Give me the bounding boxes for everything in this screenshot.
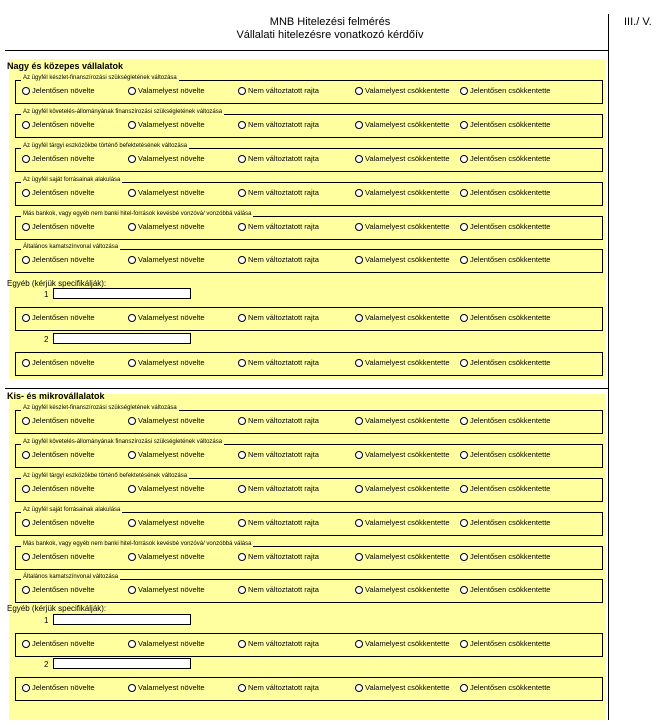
radio-option[interactable] [355, 222, 450, 232]
radio-button[interactable] [22, 451, 30, 459]
radio-option[interactable] [460, 358, 550, 368]
radio-button[interactable] [22, 417, 30, 425]
other-specify-input[interactable] [53, 614, 191, 625]
radio-option[interactable] [22, 518, 95, 528]
radio-option[interactable] [238, 585, 319, 595]
radio-option[interactable] [128, 154, 205, 164]
radio-option[interactable] [22, 552, 95, 562]
radio-option[interactable] [128, 416, 205, 426]
radio-button[interactable] [238, 121, 246, 129]
radio-option-label: Valamelyest csökkentette [365, 450, 450, 459]
radio-button[interactable] [238, 189, 246, 197]
radio-option[interactable] [238, 313, 319, 323]
question-group [15, 244, 603, 273]
radio-option[interactable] [238, 358, 319, 368]
radio-option-label: Jelentősen növelte [32, 484, 95, 493]
radio-option-label: Valamelyest csökkentette [365, 518, 450, 527]
radio-button[interactable] [460, 417, 468, 425]
right-border-line [608, 14, 609, 720]
other-question-group [15, 677, 603, 701]
radio-option-label: Valamelyest növelte [138, 552, 205, 561]
radio-option-label: Valamelyest növelte [138, 585, 205, 594]
radio-option-label: Valamelyest növelte [138, 188, 205, 197]
radio-option-label: Jelentősen csökkentette [470, 188, 551, 197]
radio-option-label: Jelentősen csökkentette [470, 450, 551, 459]
radio-option-label: Valamelyest csökkentette [365, 585, 450, 594]
radio-option-label: Jelentősen növelte [32, 639, 95, 648]
question-label: Más bankok, vagy egyéb nem banki hitel-források kevésbé vonzóvá/ vonzóbbá válása [23, 211, 252, 217]
radio-option[interactable] [238, 188, 319, 198]
question-group [15, 541, 603, 570]
question-label: Általános kamatszínvonal változása [23, 244, 119, 250]
radio-option[interactable] [238, 416, 319, 426]
radio-option-label: Valamelyest növelte [138, 416, 205, 425]
page-number: III./ V. [624, 16, 652, 28]
radio-option[interactable] [460, 313, 550, 323]
radio-button[interactable] [22, 189, 30, 197]
radio-option-label: Jelentősen csökkentette [470, 484, 551, 493]
radio-option[interactable] [460, 518, 550, 528]
other-item-number: 1 [44, 616, 49, 625]
radio-option[interactable] [128, 255, 205, 265]
radio-option-label: Nem változtatott rajta [248, 683, 319, 692]
radio-option-label: Jelentősen csökkentette [470, 313, 551, 322]
radio-option-label: Jelentősen csökkentette [470, 552, 551, 561]
radio-option-label: Jelentősen növelte [32, 255, 95, 264]
radio-option-label: Jelentősen csökkentette [470, 86, 551, 95]
question-label: Más bankok, vagy egyéb nem banki hitel-források kevésbé vonzóvá/ vonzóbbá válása [23, 541, 252, 547]
radio-button[interactable] [22, 87, 30, 95]
radio-option-label: Nem változtatott rajta [248, 416, 319, 425]
radio-option-label: Nem változtatott rajta [248, 120, 319, 129]
radio-button[interactable] [22, 485, 30, 493]
radio-button[interactable] [22, 684, 30, 692]
radio-option[interactable] [128, 484, 205, 494]
section-title: Kis- és mikrovállalatok [7, 391, 105, 401]
radio-option-label: Valamelyest növelte [138, 154, 205, 163]
radio-button[interactable] [238, 485, 246, 493]
radio-option-label: Valamelyest csökkentette [365, 416, 450, 425]
radio-button[interactable] [238, 451, 246, 459]
question-group [15, 507, 603, 536]
radio-button[interactable] [128, 485, 136, 493]
radio-button[interactable] [460, 314, 468, 322]
radio-button[interactable] [22, 586, 30, 594]
question-label: Az ügyfél tárgyi eszközökbe történő befektetésének változása [23, 143, 188, 149]
radio-button[interactable] [355, 519, 363, 527]
radio-option[interactable] [238, 255, 319, 265]
radio-button[interactable] [460, 519, 468, 527]
other-question-group [15, 633, 603, 657]
question-label: Az ügyfél saját forrásainak alakulása [23, 177, 121, 183]
radio-button[interactable] [238, 553, 246, 561]
radio-option[interactable] [238, 86, 319, 96]
radio-button[interactable] [238, 223, 246, 231]
radio-option-label: Jelentősen növelte [32, 450, 95, 459]
radio-button[interactable] [355, 223, 363, 231]
other-item-number: 2 [44, 660, 49, 669]
radio-option-label: Jelentősen növelte [32, 585, 95, 594]
radio-option-label: Valamelyest csökkentette [365, 188, 450, 197]
radio-option[interactable] [22, 255, 95, 265]
radio-option[interactable] [128, 120, 205, 130]
radio-option[interactable] [22, 683, 95, 693]
radio-button[interactable] [128, 417, 136, 425]
radio-option[interactable] [22, 416, 95, 426]
radio-option[interactable] [128, 86, 205, 96]
section-title: Nagy és közepes vállalatok [7, 61, 124, 71]
radio-option-label: Valamelyest csökkentette [365, 313, 450, 322]
radio-option-label: Jelentősen csökkentette [470, 154, 551, 163]
radio-option-label: Nem változtatott rajta [248, 484, 319, 493]
question-group [15, 211, 603, 240]
radio-option-label: Valamelyest csökkentette [365, 552, 450, 561]
radio-option-label: Nem változtatott rajta [248, 585, 319, 594]
radio-option[interactable] [128, 585, 205, 595]
question-group [15, 109, 603, 138]
form-subtitle: Vállalati hitelezésre vonatkozó kérdőív [236, 29, 424, 41]
question-group [15, 75, 603, 104]
radio-button[interactable] [128, 451, 136, 459]
question-group [15, 439, 603, 468]
radio-option[interactable] [238, 484, 319, 494]
radio-option-label: Nem változtatott rajta [248, 86, 319, 95]
radio-option[interactable] [460, 154, 550, 164]
radio-option-label: Valamelyest növelte [138, 120, 205, 129]
radio-option-label: Jelentősen növelte [32, 120, 95, 129]
header-divider [5, 50, 609, 51]
radio-button[interactable] [128, 87, 136, 95]
radio-option-label: Valamelyest csökkentette [365, 222, 450, 231]
radio-button[interactable] [355, 87, 363, 95]
radio-button[interactable] [128, 314, 136, 322]
radio-option-label: Nem változtatott rajta [248, 358, 319, 367]
radio-option-label: Nem változtatott rajta [248, 450, 319, 459]
radio-option-label: Jelentősen csökkentette [470, 585, 551, 594]
radio-option[interactable] [238, 222, 319, 232]
radio-button[interactable] [128, 684, 136, 692]
radio-option[interactable] [128, 313, 205, 323]
radio-button[interactable] [22, 121, 30, 129]
question-group [15, 473, 603, 502]
section-divider [5, 388, 609, 389]
question-label: Az ügyfél követelés-állományának finanszírozási szükségletének változása [23, 439, 223, 445]
radio-option-label: Nem változtatott rajta [248, 518, 319, 527]
question-group [15, 574, 603, 603]
radio-option[interactable] [128, 683, 205, 693]
radio-option-label: Valamelyest csökkentette [365, 86, 450, 95]
radio-button[interactable] [238, 684, 246, 692]
radio-button[interactable] [460, 155, 468, 163]
radio-button[interactable] [355, 485, 363, 493]
radio-button[interactable] [355, 256, 363, 264]
radio-button[interactable] [460, 451, 468, 459]
radio-button[interactable] [22, 359, 30, 367]
radio-option-label: Jelentősen növelte [32, 86, 95, 95]
radio-option[interactable] [355, 552, 450, 562]
radio-option[interactable] [22, 313, 95, 323]
radio-option-label: Valamelyest növelte [138, 518, 205, 527]
radio-option-label: Jelentősen növelte [32, 358, 95, 367]
radio-option[interactable] [355, 450, 450, 460]
radio-option[interactable] [355, 416, 450, 426]
other-item-number: 2 [44, 335, 49, 344]
radio-button[interactable] [355, 189, 363, 197]
radio-option-label: Nem változtatott rajta [248, 222, 319, 231]
radio-option-label: Valamelyest növelte [138, 683, 205, 692]
radio-option-label: Jelentősen növelte [32, 222, 95, 231]
radio-button[interactable] [460, 640, 468, 648]
radio-button[interactable] [355, 553, 363, 561]
radio-option-label: Nem változtatott rajta [248, 639, 319, 648]
radio-option[interactable] [22, 585, 95, 595]
radio-option[interactable] [22, 188, 95, 198]
radio-button[interactable] [238, 519, 246, 527]
question-group [15, 143, 603, 172]
radio-option[interactable] [22, 639, 95, 649]
radio-option[interactable] [128, 358, 205, 368]
radio-option[interactable] [128, 188, 205, 198]
radio-option[interactable] [355, 313, 450, 323]
radio-option[interactable] [128, 639, 205, 649]
radio-option-label: Valamelyest csökkentette [365, 255, 450, 264]
radio-button[interactable] [238, 640, 246, 648]
question-label: Az ügyfél tárgyi eszközökbe történő befektetésének változása [23, 473, 188, 479]
other-item-number: 1 [44, 290, 49, 299]
radio-option-label: Valamelyest csökkentette [365, 639, 450, 648]
radio-button[interactable] [460, 553, 468, 561]
radio-option[interactable] [355, 188, 450, 198]
radio-button[interactable] [128, 553, 136, 561]
radio-option[interactable] [460, 484, 550, 494]
radio-option-label: Valamelyest növelte [138, 484, 205, 493]
radio-button[interactable] [22, 155, 30, 163]
radio-button[interactable] [460, 359, 468, 367]
radio-button[interactable] [355, 155, 363, 163]
radio-option[interactable] [238, 639, 319, 649]
radio-button[interactable] [460, 121, 468, 129]
radio-option[interactable] [355, 120, 450, 130]
radio-button[interactable] [22, 519, 30, 527]
radio-option[interactable] [355, 358, 450, 368]
radio-button[interactable] [460, 223, 468, 231]
radio-option-label: Valamelyest csökkentette [365, 120, 450, 129]
radio-button[interactable] [460, 87, 468, 95]
radio-option-label: Jelentősen növelte [32, 188, 95, 197]
radio-button[interactable] [238, 256, 246, 264]
question-label: Az ügyfél követelés-állományának finanszírozási szükségletének változása [23, 109, 223, 115]
radio-option-label: Valamelyest növelte [138, 255, 205, 264]
radio-option-label: Nem változtatott rajta [248, 313, 319, 322]
radio-option[interactable] [460, 639, 550, 649]
radio-button[interactable] [128, 256, 136, 264]
radio-button[interactable] [355, 640, 363, 648]
other-specify-label: Egyéb (kérjük specifikálják): [7, 279, 107, 288]
radio-option-label: Nem változtatott rajta [248, 255, 319, 264]
radio-option[interactable] [460, 86, 550, 96]
radio-button[interactable] [460, 684, 468, 692]
other-specify-label: Egyéb (kérjük specifikálják): [7, 604, 107, 613]
radio-button[interactable] [22, 256, 30, 264]
radio-option[interactable] [355, 585, 450, 595]
radio-option-label: Jelentősen csökkentette [470, 683, 551, 692]
radio-option[interactable] [460, 188, 550, 198]
other-question-group [15, 307, 603, 331]
radio-option-label: Jelentősen növelte [32, 683, 95, 692]
radio-option[interactable] [238, 683, 319, 693]
radio-button[interactable] [128, 121, 136, 129]
radio-option-label: Valamelyest növelte [138, 639, 205, 648]
question-group [15, 177, 603, 206]
radio-option-label: Valamelyest növelte [138, 313, 205, 322]
radio-button[interactable] [238, 586, 246, 594]
radio-option[interactable] [238, 120, 319, 130]
radio-option[interactable] [355, 255, 450, 265]
radio-option-label: Nem változtatott rajta [248, 188, 319, 197]
radio-option[interactable] [460, 450, 550, 460]
radio-option[interactable] [460, 683, 550, 693]
radio-button[interactable] [128, 189, 136, 197]
radio-button[interactable] [355, 121, 363, 129]
radio-option[interactable] [238, 552, 319, 562]
radio-button[interactable] [460, 586, 468, 594]
radio-option[interactable] [460, 222, 550, 232]
radio-option-label: Jelentősen növelte [32, 313, 95, 322]
radio-option-label: Valamelyest növelte [138, 450, 205, 459]
radio-button[interactable] [355, 586, 363, 594]
radio-button[interactable] [22, 223, 30, 231]
radio-option[interactable] [355, 484, 450, 494]
radio-option[interactable] [460, 120, 550, 130]
question-label: Általános kamatszínvonal változása [23, 574, 119, 580]
radio-option-label: Valamelyest növelte [138, 222, 205, 231]
radio-button[interactable] [460, 485, 468, 493]
radio-option[interactable] [460, 552, 550, 562]
radio-option-label: Valamelyest csökkentette [365, 484, 450, 493]
radio-button[interactable] [128, 155, 136, 163]
other-question-group [15, 352, 603, 376]
radio-option-label: Valamelyest csökkentette [365, 683, 450, 692]
radio-button[interactable] [238, 359, 246, 367]
radio-option-label: Nem változtatott rajta [248, 552, 319, 561]
radio-button[interactable] [238, 155, 246, 163]
radio-option-label: Jelentősen csökkentette [470, 518, 551, 527]
radio-option-label: Jelentősen növelte [32, 552, 95, 561]
radio-option-label: Valamelyest csökkentette [365, 358, 450, 367]
radio-option-label: Jelentősen növelte [32, 154, 95, 163]
radio-option[interactable] [22, 450, 95, 460]
radio-option[interactable] [355, 154, 450, 164]
radio-button[interactable] [355, 417, 363, 425]
radio-option[interactable] [460, 585, 550, 595]
radio-button[interactable] [355, 451, 363, 459]
radio-option-label: Jelentősen növelte [32, 416, 95, 425]
radio-option-label: Jelentősen csökkentette [470, 255, 551, 264]
radio-option-label: Jelentősen csökkentette [470, 639, 551, 648]
radio-button[interactable] [460, 256, 468, 264]
radio-option-label: Valamelyest növelte [138, 86, 205, 95]
radio-button[interactable] [128, 586, 136, 594]
form-title: MNB Hitelezési felmérés [269, 16, 391, 28]
question-label: Az ügyfél saját forrásainak alakulása [23, 507, 121, 513]
radio-button[interactable] [238, 417, 246, 425]
radio-button[interactable] [128, 359, 136, 367]
radio-option[interactable] [355, 683, 450, 693]
radio-button[interactable] [22, 640, 30, 648]
radio-option[interactable] [128, 518, 205, 528]
other-specify-input[interactable] [53, 288, 191, 299]
radio-option[interactable] [460, 255, 550, 265]
radio-option-label: Jelentősen csökkentette [470, 222, 551, 231]
question-label: Az ügyfél készlet-finanszírozási szükségletének változása [23, 75, 177, 81]
radio-option-label: Jelentősen növelte [32, 518, 95, 527]
radio-button[interactable] [355, 684, 363, 692]
radio-option[interactable] [22, 154, 95, 164]
radio-option[interactable] [128, 552, 205, 562]
radio-button[interactable] [238, 87, 246, 95]
radio-button[interactable] [128, 223, 136, 231]
radio-option-label: Jelentősen csökkentette [470, 416, 551, 425]
radio-option[interactable] [128, 450, 205, 460]
radio-option[interactable] [460, 416, 550, 426]
radio-button[interactable] [128, 640, 136, 648]
radio-option-label: Nem változtatott rajta [248, 154, 319, 163]
radio-option[interactable] [22, 222, 95, 232]
radio-option[interactable] [22, 484, 95, 494]
radio-option[interactable] [22, 120, 95, 130]
question-label: Az ügyfél készlet-finanszírozási szükségletének változása [23, 405, 177, 411]
radio-option[interactable] [22, 86, 95, 96]
radio-option[interactable] [128, 222, 205, 232]
question-group [15, 405, 603, 434]
radio-button[interactable] [128, 519, 136, 527]
radio-option[interactable] [238, 154, 319, 164]
other-specify-input[interactable] [53, 658, 191, 669]
radio-button[interactable] [355, 314, 363, 322]
other-specify-input[interactable] [53, 333, 191, 344]
radio-option[interactable] [238, 450, 319, 460]
radio-button[interactable] [22, 314, 30, 322]
radio-option-label: Valamelyest növelte [138, 358, 205, 367]
radio-option[interactable] [355, 518, 450, 528]
radio-option[interactable] [355, 86, 450, 96]
radio-button[interactable] [460, 189, 468, 197]
radio-option[interactable] [355, 639, 450, 649]
radio-option-label: Jelentősen csökkentette [470, 358, 551, 367]
radio-button[interactable] [238, 314, 246, 322]
radio-button[interactable] [355, 359, 363, 367]
radio-button[interactable] [22, 553, 30, 561]
radio-option-label: Valamelyest csökkentette [365, 154, 450, 163]
radio-option[interactable] [238, 518, 319, 528]
radio-option[interactable] [22, 358, 95, 368]
radio-option-label: Jelentősen csökkentette [470, 120, 551, 129]
